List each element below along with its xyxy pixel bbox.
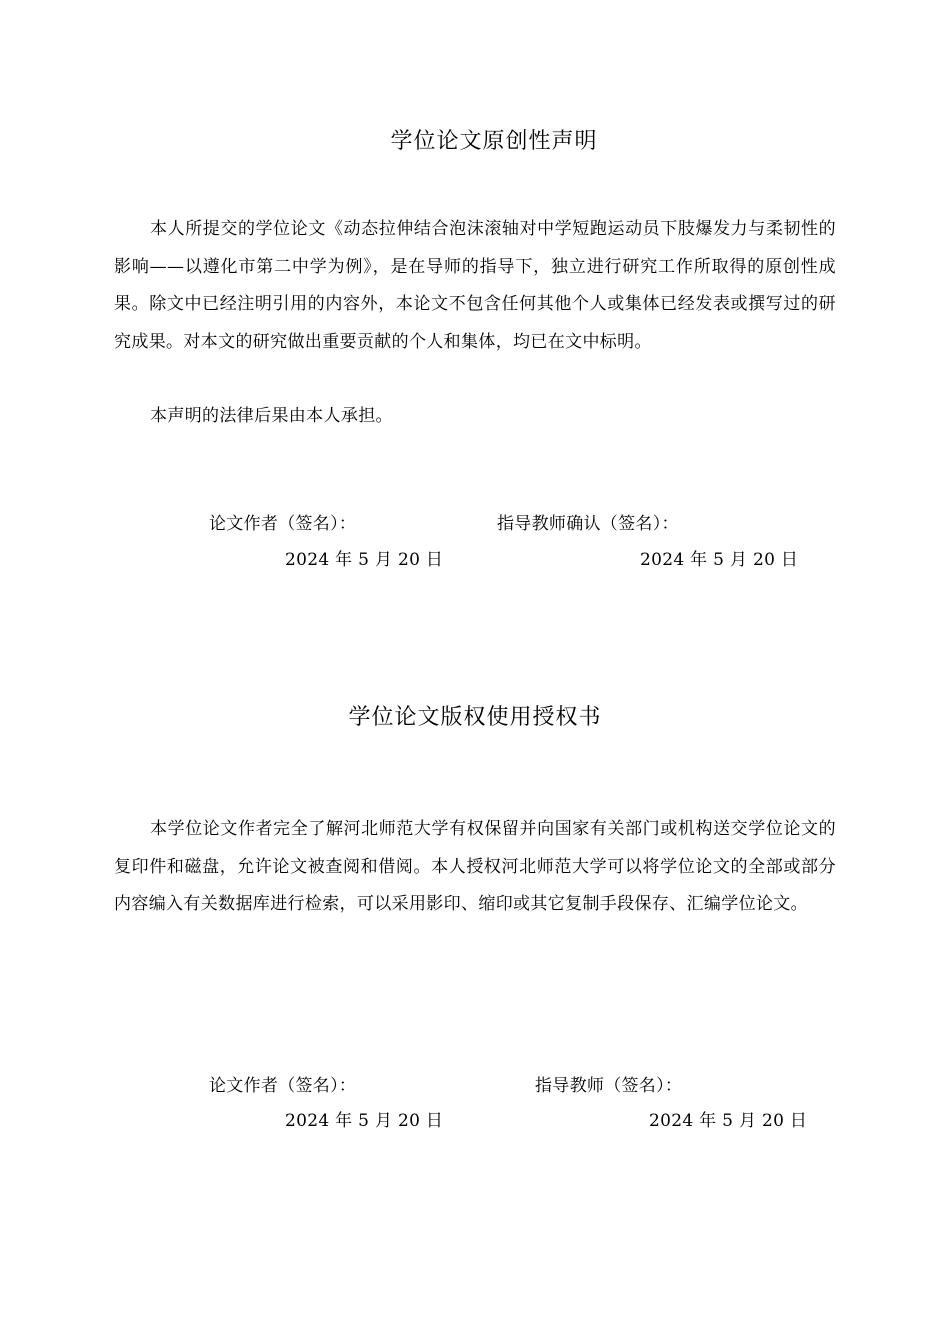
authorization-author-signature-label: 论文作者（签名）： [209, 1076, 357, 1096]
authorization-advisor-date: 2024 年 5 月 20 日 [649, 1111, 808, 1131]
authorization-title: 学位论文版权使用授权书 [348, 705, 602, 730]
declaration-author-signature-label: 论文作者（签名）： [209, 514, 357, 534]
declaration-author-date: 2024 年 5 月 20 日 [285, 550, 444, 570]
declaration-title: 学位论文原创性声明 [390, 129, 598, 154]
declaration-advisor-date: 2024 年 5 月 20 日 [640, 550, 799, 570]
authorization-advisor-signature-label: 指导教师（签名）： [535, 1076, 683, 1096]
authorization-author-date: 2024 年 5 月 20 日 [285, 1111, 444, 1131]
declaration-paragraph-1: 本人所提交的学位论文《动态拉伸结合泡沫滚轴对中学短跑运动员下肢爆发力与柔韧性的影响——以遵化市第二中学为例》，是在导师的指导下，独立进行研究工作所取得的原创性成果。除文中已经注明引用的内容外，本论文不包含任何其他个人或集体已经发表或撰写过的研究成果。对本文的研究做出重要贡献的个人和集体，均已在文中标明。 [114, 219, 836, 352]
authorization-paragraph-1: 本学位论文作者完全了解河北师范大学有权保留并向国家有关部门或机构送交学位论文的复印件和磁盘，允许论文被查阅和借阅。本人授权河北师范大学可以将学位论文的全部或部分内容编入有关数据库进行检索，可以采用影印、缩印或其它复制手段保存、汇编学位论文。 [114, 819, 836, 914]
declaration-paragraph-2: 本声明的法律后果由本人承担。 [150, 406, 393, 426]
declaration-advisor-signature-label: 指导教师确认（签名）： [497, 514, 679, 534]
